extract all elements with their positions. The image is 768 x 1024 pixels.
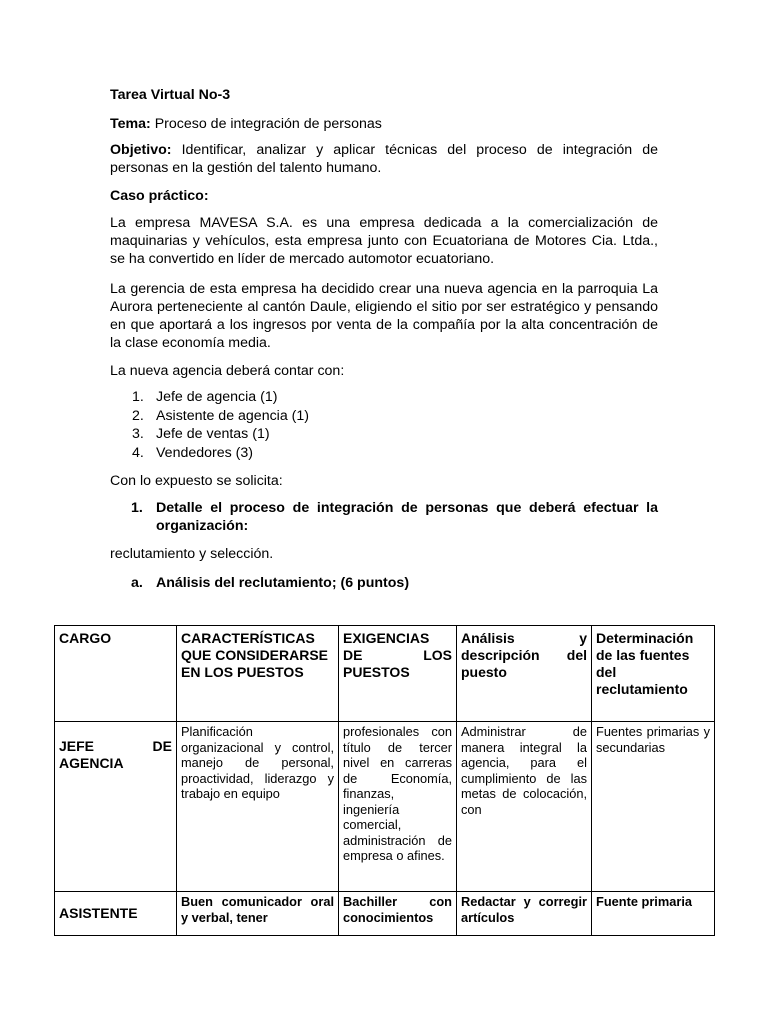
document-title: Tarea Virtual No-3 [110,87,231,103]
header-cargo: CARGO [55,626,177,722]
table-row [55,892,715,936]
cell-fuentes: Fuentes primarias y secundarias [592,722,715,892]
cell-analisis: Administrar de manera integral la agencia, para el cumplimiento de las metas de colocación, con [457,722,592,892]
cell-exigencias: profesionales con título de tercer nivel en carreras de Economía, finanzas, ingeniería comercial, administración de empresa o afines. [339,722,457,892]
question-1-text: Detalle el proceso de integración de personas que deberá efectuar la organización: [156,500,658,534]
caso-practico-heading: Caso práctico: [110,188,209,204]
question-a-letter: a. [131,575,143,591]
question-a [131,574,658,592]
header-caracteristicas: CARACTERÍSTICAS QUE CONSIDERARSE EN LOS PUESTOS [177,626,339,722]
cell-fuentes: Fuente primaria [592,892,715,936]
tema-line [110,115,658,133]
recruitment-table [54,625,715,936]
objetivo-label: Objetivo: [110,142,172,158]
question-1 [131,499,658,535]
cell-cargo: ASISTENTE [55,892,177,936]
list-item: 3. Jefe de ventas (1) [132,426,270,442]
list-item: 2. Asistente de agencia (1) [132,407,310,424]
cell-caracteristicas: Buen comunicador oral y verbal, tener [177,892,339,936]
paragraph-nueva-agencia: La nueva agencia deberá contar con: [110,363,345,379]
question-a-text: Análisis del reclutamiento; (6 puntos) [156,575,410,591]
tema-text: Proceso de integración de personas [154,116,382,132]
paragraph-reclutamiento: reclutamiento y selección. [110,546,274,562]
cell-exigencias: Bachiller con conocimientos [339,892,457,936]
paragraph-empresa: La empresa MAVESA S.A. es una empresa dedicada a la comercialización de maquinarias y vehículos, esta empresa junto con Ecuatoriana de Motores Cia. Ltda., se ha convertido en líder de mercado automotor ecuatoriano. [110,215,658,267]
table-header-row [55,626,715,722]
list-item: 4. Vendedores (3) [132,444,254,461]
header-analisis: Análisis y descripción del puesto [457,626,592,722]
staff-list [110,388,309,462]
paragraph-gerencia: La gerencia de esta empresa ha decidido crear una nueva agencia en la parroquia La Aurora perteneciente al cantón Daule, eligiendo el sitio por ser estratégico y pensando en que aportará a los ingresos por venta de la compañía por la alta concentración de la clase economía media. [110,281,658,351]
header-exigencias: EXIGENCIAS DE LOS PUESTOS [339,626,457,722]
paragraph-solicita: Con lo expuesto se solicita: [110,473,283,489]
objetivo-text: Identificar, analizar y aplicar técnicas del proceso de integración de personas en la gestión del talento humano. [110,142,658,176]
objetivo-paragraph [110,141,658,177]
cell-analisis: Redactar y corregir artículos [457,892,592,936]
header-fuentes: Determinación de las fuentes del reclutamiento [592,626,715,722]
tema-label: Tema: [110,116,151,132]
list-item: 1. Jefe de agencia (1) [132,389,278,405]
cell-cargo: JEFE DE AGENCIA [55,722,177,892]
cell-caracteristicas: Planificación organizacional y control, manejo de personal, proactividad, liderazgo y trabajo en equipo [177,722,339,892]
table-row [55,722,715,892]
question-1-number: 1. [131,500,143,516]
